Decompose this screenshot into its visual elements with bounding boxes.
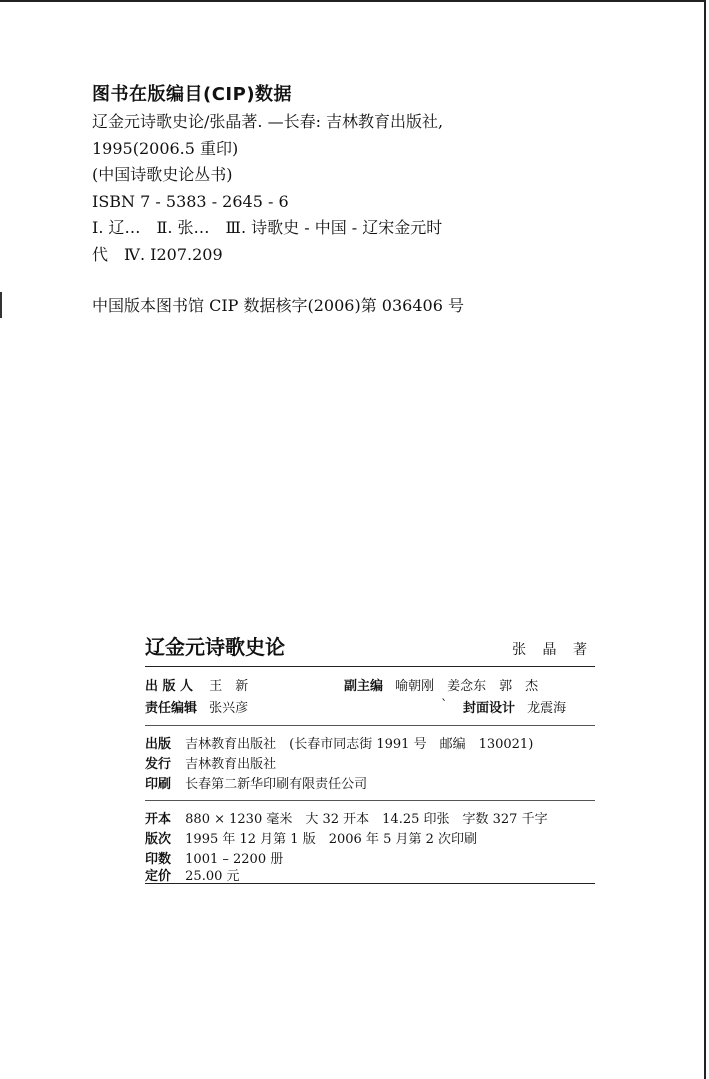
distributor-label: 发行 (145, 757, 172, 772)
cip-line: (中国诗歌史论丛书) (92, 165, 233, 184)
scan-edge-mark (0, 292, 2, 318)
price-label: 定价 (145, 869, 172, 884)
publisher-label: 出 版 人 (145, 679, 194, 694)
cover-designer-row (463, 700, 566, 718)
publisher-row (145, 678, 248, 696)
deputy-editor-value: 喻朝刚 姜念东 郭 杰 (395, 679, 539, 694)
stray-mark: ` (441, 698, 448, 713)
page-border-right (704, 0, 706, 1079)
distributor-row (145, 756, 276, 774)
book-author: 张 晶 著 (512, 642, 593, 658)
cip-data-block (92, 82, 652, 318)
edition-label: 版次 (145, 832, 172, 847)
responsible-editor-label: 责任编辑 (145, 701, 198, 716)
publisher-value: 王 新 (209, 679, 249, 694)
cover-designer-value: 龙震海 (527, 701, 567, 716)
price-value: 25.00 元 (185, 869, 240, 884)
cip-line: Ⅰ. 辽… Ⅱ. 张… Ⅲ. 诗歌史 - 中国 - 辽宋金元时 (92, 218, 443, 237)
staff-section (145, 667, 595, 726)
colophon-block (145, 632, 595, 884)
print-run-value: 1001 – 2200 册 (185, 852, 284, 867)
deputy-editor-label: 副主编 (344, 679, 384, 694)
format-value: 880 × 1230 毫米 大 32 开本 14.25 印张 字数 327 千字 (185, 812, 548, 827)
publication-section (145, 726, 595, 801)
format-label: 开本 (145, 812, 172, 827)
cip-line: 1995(2006.5 重印) (92, 138, 239, 158)
book-title: 辽金元诗歌史论 (145, 635, 285, 659)
cip-heading: 图书在版编目(CIP)数据 (92, 84, 293, 105)
responsible-editor-value: 张兴彦 (209, 701, 249, 716)
cip-line: 代 Ⅳ. I207.209 (92, 244, 223, 264)
specification-section (145, 801, 595, 884)
page-border-top (0, 0, 704, 2)
printer-label: 印刷 (145, 777, 172, 792)
edition-value: 1995 年 12 月第 1 版 2006 年 5 月第 2 次印刷 (185, 832, 478, 847)
price-row (145, 871, 240, 883)
deputy-editor-row (344, 678, 538, 696)
print-run-row (145, 851, 283, 869)
publisher-info-row (145, 736, 533, 754)
colophon-title-row (145, 632, 595, 667)
responsible-editor-row (145, 700, 248, 718)
printer-value: 长春第二新华印刷有限责任公司 (185, 777, 368, 792)
distributor-value: 吉林教育出版社 (185, 757, 277, 772)
cover-designer-label: 封面设计 (463, 701, 516, 716)
printer-row (145, 776, 367, 794)
cip-line: ISBN 7 - 5383 - 2645 - 6 (92, 191, 289, 211)
publisher-info-label: 出版 (145, 737, 172, 752)
cip-line: 辽金元诗歌史论/张晶著. —长春: 吉林教育出版社, (92, 112, 444, 131)
publisher-info-value: 吉林教育出版社 (长春市同志街 1991 号 邮编 130021) (185, 737, 534, 752)
format-row (145, 811, 548, 829)
cip-verification-number: 中国版本图书馆 CIP 数据核字(2006)第 036406 号 (92, 296, 464, 315)
edition-row (145, 831, 477, 849)
print-run-label: 印数 (145, 852, 172, 867)
